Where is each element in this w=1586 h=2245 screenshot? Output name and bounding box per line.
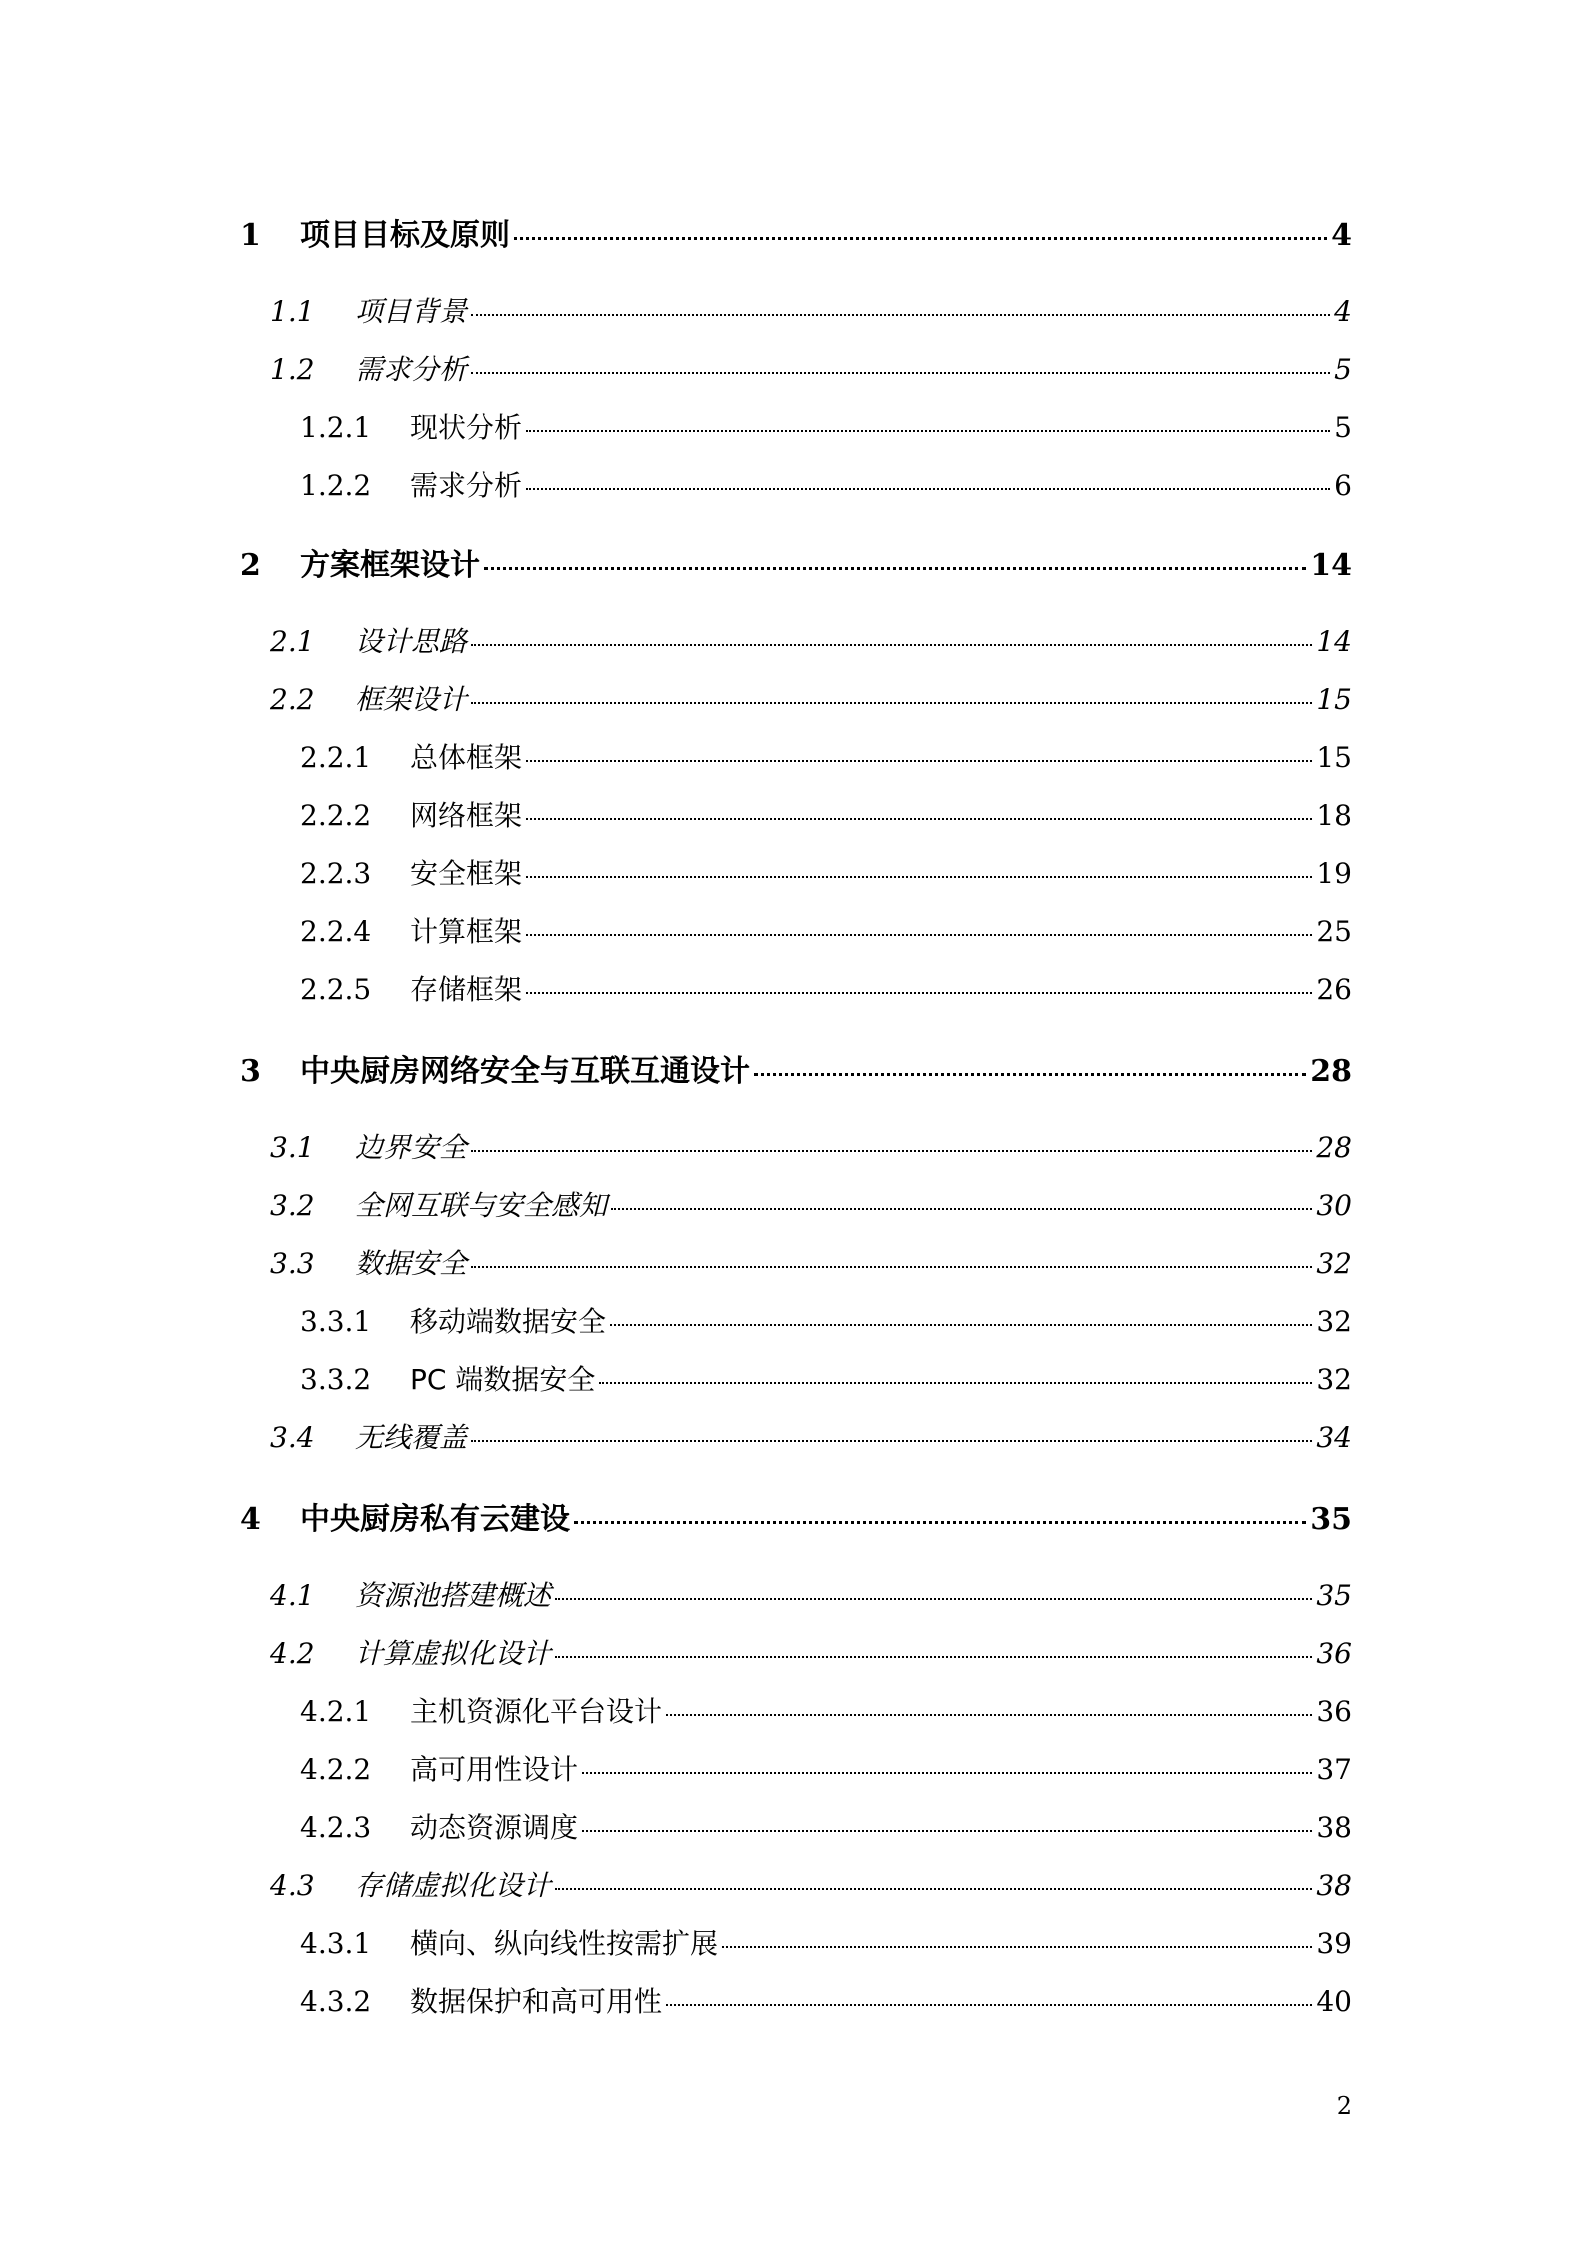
toc-entry-page: 14 [1310,548,1352,583]
toc-entry-title: 项目目标及原则 [300,218,510,253]
toc-entry-page: 5 [1334,411,1352,444]
toc-entry-number: 2.2.1 [300,741,372,774]
toc-entry-level-2[interactable] [240,348,1352,388]
toc-entry-page: 4 [1334,295,1352,328]
toc-dot-leader [666,2004,1312,2006]
toc-entry-level-3[interactable] [240,406,1352,446]
toc-dot-leader [526,992,1312,994]
toc-entry-number: 3.3.1 [300,1305,372,1338]
toc-entry-number: 2.2.4 [300,915,372,948]
toc-entry-page: 32 [1316,1363,1352,1396]
toc-dot-leader [526,760,1312,762]
toc-dot-leader [722,1946,1312,1948]
toc-entry-number: 4.3.1 [300,1927,372,1960]
toc-entry-title: 无线覆盖 [355,1421,468,1454]
toc-entry-title: 现状分析 [410,411,523,444]
toc-dot-leader [471,1266,1312,1268]
toc-entry-number: 2 [240,548,261,583]
toc-dot-leader [471,1440,1312,1442]
toc-entry-page: 15 [1316,683,1352,716]
toc-entry-page: 32 [1316,1305,1352,1338]
toc-entry-title: 全网互联与安全感知 [355,1189,608,1222]
toc-dot-leader [526,430,1330,432]
toc-entry-title: 计算框架 [410,915,523,948]
toc-entry-page: 18 [1316,799,1352,832]
toc-entry-number: 2.2 [270,683,315,716]
toc-entry-level-2[interactable] [240,1184,1352,1224]
toc-entry-number: 3.4 [270,1421,315,1454]
toc-entry-level-2[interactable] [240,1416,1352,1456]
toc-entry-number: 4.2.3 [300,1811,372,1844]
toc-entry-level-2[interactable] [240,290,1352,330]
toc-entry-title: 中央厨房网络安全与互联互通设计 [300,1054,750,1089]
toc-entry-number: 2.1 [270,625,315,658]
toc-entry-page: 38 [1316,1869,1352,1902]
toc-dot-leader [582,1830,1312,1832]
toc-entry-page: 28 [1310,1054,1352,1089]
toc-entry-level-3[interactable] [240,1358,1352,1398]
toc-entry-page: 5 [1334,353,1352,386]
toc-entry-level-1[interactable] [240,1046,1352,1090]
toc-entry-page: 39 [1316,1927,1352,1960]
toc-entry-title: 高可用性设计 [410,1753,579,1786]
toc-entry-number: 4 [240,1502,261,1537]
toc-entry-level-1[interactable] [240,540,1352,584]
toc-dot-leader [471,702,1312,704]
toc-entry-number: 3 [240,1054,261,1089]
toc-entry-title: 横向、纵向线性按需扩展 [410,1927,719,1960]
toc-entry-level-3[interactable] [240,910,1352,950]
toc-dot-leader [471,372,1330,374]
toc-entry-level-3[interactable] [240,794,1352,834]
toc-entry-number: 2.2.3 [300,857,372,890]
toc-entry-title: 总体框架 [410,741,523,774]
toc-entry-number: 3.1 [270,1131,315,1164]
toc-entry-level-3[interactable] [240,464,1352,504]
toc-entry-level-3[interactable] [240,1300,1352,1340]
toc-dot-leader [526,818,1312,820]
toc-entry-page: 38 [1316,1811,1352,1844]
toc-entry-level-1[interactable] [240,210,1352,254]
toc-entry-level-3[interactable] [240,1922,1352,1962]
toc-entry-title: 主机资源化平台设计 [410,1695,663,1728]
toc-dot-leader [484,567,1306,570]
toc-entry-page: 35 [1310,1502,1352,1537]
toc-entry-number: 4.2.2 [300,1753,372,1786]
toc-entry-page: 28 [1316,1131,1352,1164]
toc-dot-leader [555,1656,1312,1658]
toc-entry-title: 需求分析 [355,353,468,386]
toc-entry-title: 中央厨房私有云建设 [300,1502,570,1537]
toc-entry-number: 3.2 [270,1189,315,1222]
toc-entry-page: 6 [1334,469,1352,502]
toc-entry-number: 4.1 [270,1579,315,1612]
toc-entry-page: 14 [1316,625,1352,658]
toc-dot-leader [611,1208,1312,1210]
toc-entry-level-2[interactable] [240,1126,1352,1166]
toc-entry-level-2[interactable] [240,620,1352,660]
toc-entry-page: 30 [1316,1189,1352,1222]
toc-entry-title: 存储虚拟化设计 [355,1869,552,1902]
toc-dot-leader [471,644,1312,646]
toc-entry-level-3[interactable] [240,852,1352,892]
toc-entry-title: 存储框架 [410,973,523,1006]
toc-dot-leader [555,1888,1312,1890]
toc-dot-leader [526,876,1312,878]
toc-entry-title: 数据安全 [355,1247,468,1280]
toc-entry-level-3[interactable] [240,1980,1352,2020]
toc-entry-number: 1 [240,218,261,253]
toc-entry-title: 资源池搭建概述 [355,1579,552,1612]
toc-entry-page: 34 [1316,1421,1352,1454]
toc-entry-number: 4.2 [270,1637,315,1670]
toc-entry-page: 36 [1316,1695,1352,1728]
toc-entry-level-3[interactable] [240,1690,1352,1730]
toc-dot-leader [754,1073,1306,1076]
toc-dot-leader [471,1150,1312,1152]
toc-entry-level-2[interactable] [240,1574,1352,1614]
toc-entry-number: 3.3 [270,1247,315,1280]
toc-entry-number: 4.3 [270,1869,315,1902]
toc-dot-leader [666,1714,1312,1716]
toc-dot-leader [582,1772,1312,1774]
toc-entry-title: 安全框架 [410,857,523,890]
toc-entry-level-3[interactable] [240,1806,1352,1846]
toc-entry-number: 4.3.2 [300,1985,372,2018]
toc-dot-leader [599,1382,1312,1384]
toc-entry-title: 项目背景 [355,295,468,328]
toc-entry-title: PC 端数据安全 [410,1363,596,1396]
toc-entry-level-3[interactable] [240,1748,1352,1788]
toc-entry-number: 1.2 [270,353,315,386]
footer-page-number: 2 [1336,2092,1352,2120]
toc-entry-page: 35 [1316,1579,1352,1612]
toc-entry-title: 移动端数据安全 [410,1305,607,1338]
toc-entry-page: 4 [1331,218,1352,253]
toc-entry-level-2[interactable] [240,1242,1352,1282]
toc-entry-page: 25 [1316,915,1352,948]
toc-dot-leader [471,314,1330,316]
toc-entry-number: 1.2.2 [300,469,372,502]
toc-dot-leader [574,1521,1306,1524]
toc-dot-leader [526,934,1312,936]
toc-entry-level-3[interactable] [240,736,1352,776]
toc-entry-number: 3.3.2 [300,1363,372,1396]
toc-dot-leader [555,1598,1312,1600]
toc-entry-level-2[interactable] [240,1632,1352,1672]
toc-entry-page: 37 [1316,1753,1352,1786]
toc-entry-number: 1.1 [270,295,315,328]
toc-entry-level-2[interactable] [240,1864,1352,1904]
toc-entry-title: 框架设计 [355,683,468,716]
toc-entry-title: 数据保护和高可用性 [410,1985,663,2018]
toc-dot-leader [610,1324,1312,1326]
toc-entry-page: 32 [1316,1247,1352,1280]
toc-entry-page: 15 [1316,741,1352,774]
toc-entry-page: 19 [1316,857,1352,890]
toc-entry-page: 26 [1316,973,1352,1006]
toc-entry-page: 40 [1316,1985,1352,2018]
toc-entry-level-3[interactable] [240,968,1352,1008]
toc-entry-title: 设计思路 [355,625,468,658]
toc-entry-title: 计算虚拟化设计 [355,1637,552,1670]
toc-entry-number: 1.2.1 [300,411,372,444]
toc-entry-number: 2.2.5 [300,973,372,1006]
toc-entry-number: 2.2.2 [300,799,372,832]
toc-entry-page: 36 [1316,1637,1352,1670]
toc-dot-leader [526,488,1330,490]
toc-entry-level-2[interactable] [240,678,1352,718]
toc-entry-number: 4.2.1 [300,1695,372,1728]
toc-entry-level-1[interactable] [240,1494,1352,1538]
toc-entry-title: 方案框架设计 [300,548,480,583]
toc-entry-title: 边界安全 [355,1131,468,1164]
toc-entry-title: 网络框架 [410,799,523,832]
toc-dot-leader [514,237,1327,240]
toc-entry-title: 动态资源调度 [410,1811,579,1844]
toc-entry-title: 需求分析 [410,469,523,502]
